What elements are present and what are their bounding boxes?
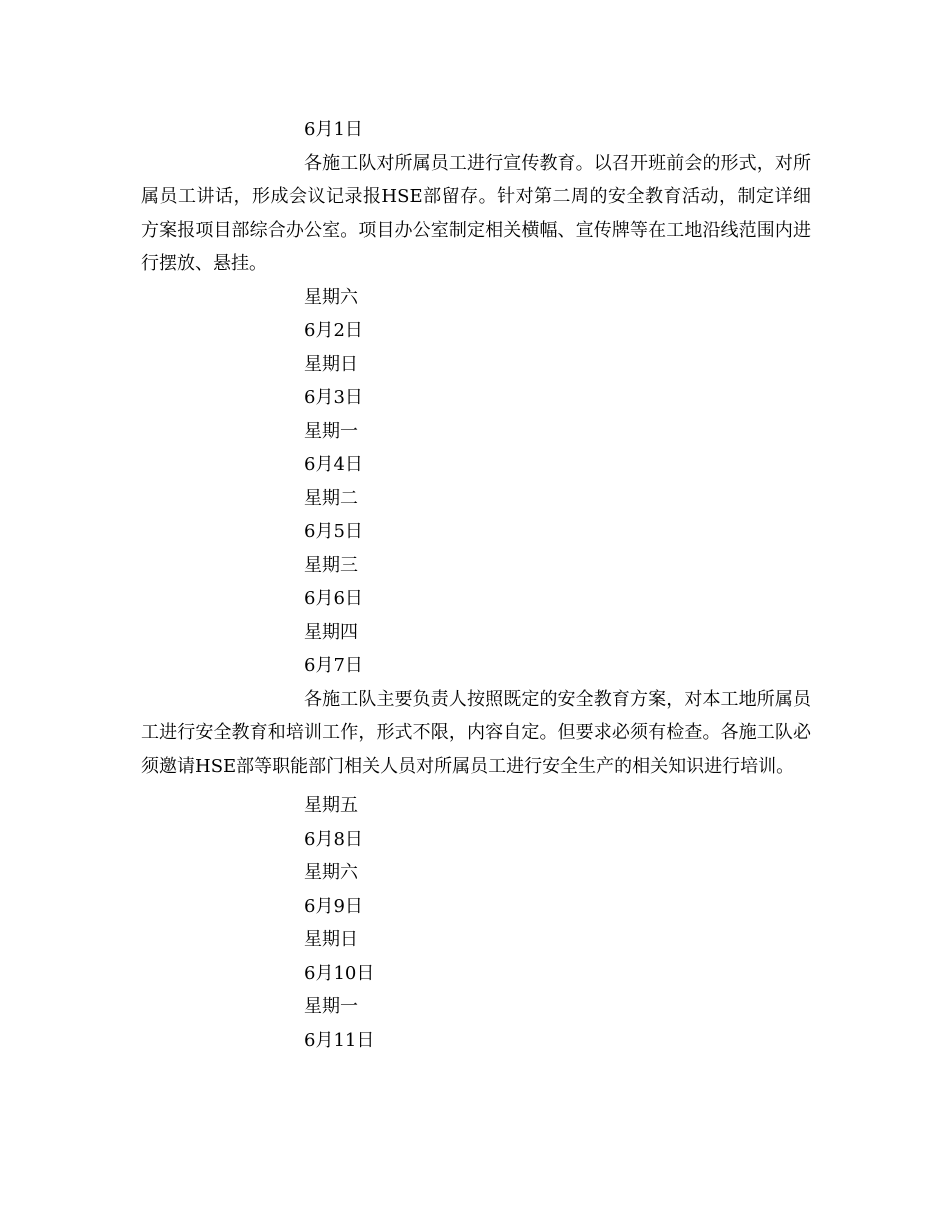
date-line: 6月8日 <box>304 828 363 850</box>
weekday-line: 星期六 <box>304 862 358 883</box>
weekday-line: 星期日 <box>304 353 358 375</box>
weekday-line: 星期一 <box>304 420 358 442</box>
date-line: 6月5日 <box>304 521 363 542</box>
date-line: 6月2日 <box>304 320 363 341</box>
weekday-line: 星期六 <box>304 286 358 308</box>
weekday-line: 星期五 <box>304 795 358 816</box>
date-line: 6月11日 <box>304 1029 375 1051</box>
date-line: 6月10日 <box>304 962 375 984</box>
document-body <box>141 113 811 1057</box>
date-line: 6月9日 <box>304 895 363 917</box>
paragraph: 各施工队对所属员工进行宣传教育。以召开班前会的形式，对所属员工讲话，形成会议记录报HSE部留存。针对第二周的安全教育活动，制定详细方案报项目部综合办公室。项目办公室制定相关横幅、宣传牌等在工地沿线范围内进行摆放、悬挂。 <box>141 152 811 274</box>
date-line: 6月4日 <box>304 454 363 475</box>
date-line: 6月3日 <box>304 387 363 408</box>
paragraph: 各施工队主要负责人按照既定的安全教育方案，对本工地所属员工进行安全教育和培训工作，形式不限，内容自定。但要求必须有检查。各施工队必须邀请HSE部等职能部门相关人员对所属员工进行安全生产的相关知识进行培训。 <box>141 688 811 777</box>
weekday-line: 星期一 <box>304 996 358 1017</box>
weekday-line: 星期四 <box>304 621 358 643</box>
weekday-line: 星期三 <box>304 554 358 576</box>
weekday-line: 星期日 <box>304 929 358 950</box>
date-line: 6月1日 <box>304 119 363 140</box>
date-line: 6月7日 <box>304 655 363 676</box>
date-line: 6月6日 <box>304 588 363 609</box>
weekday-line: 星期二 <box>304 487 358 509</box>
